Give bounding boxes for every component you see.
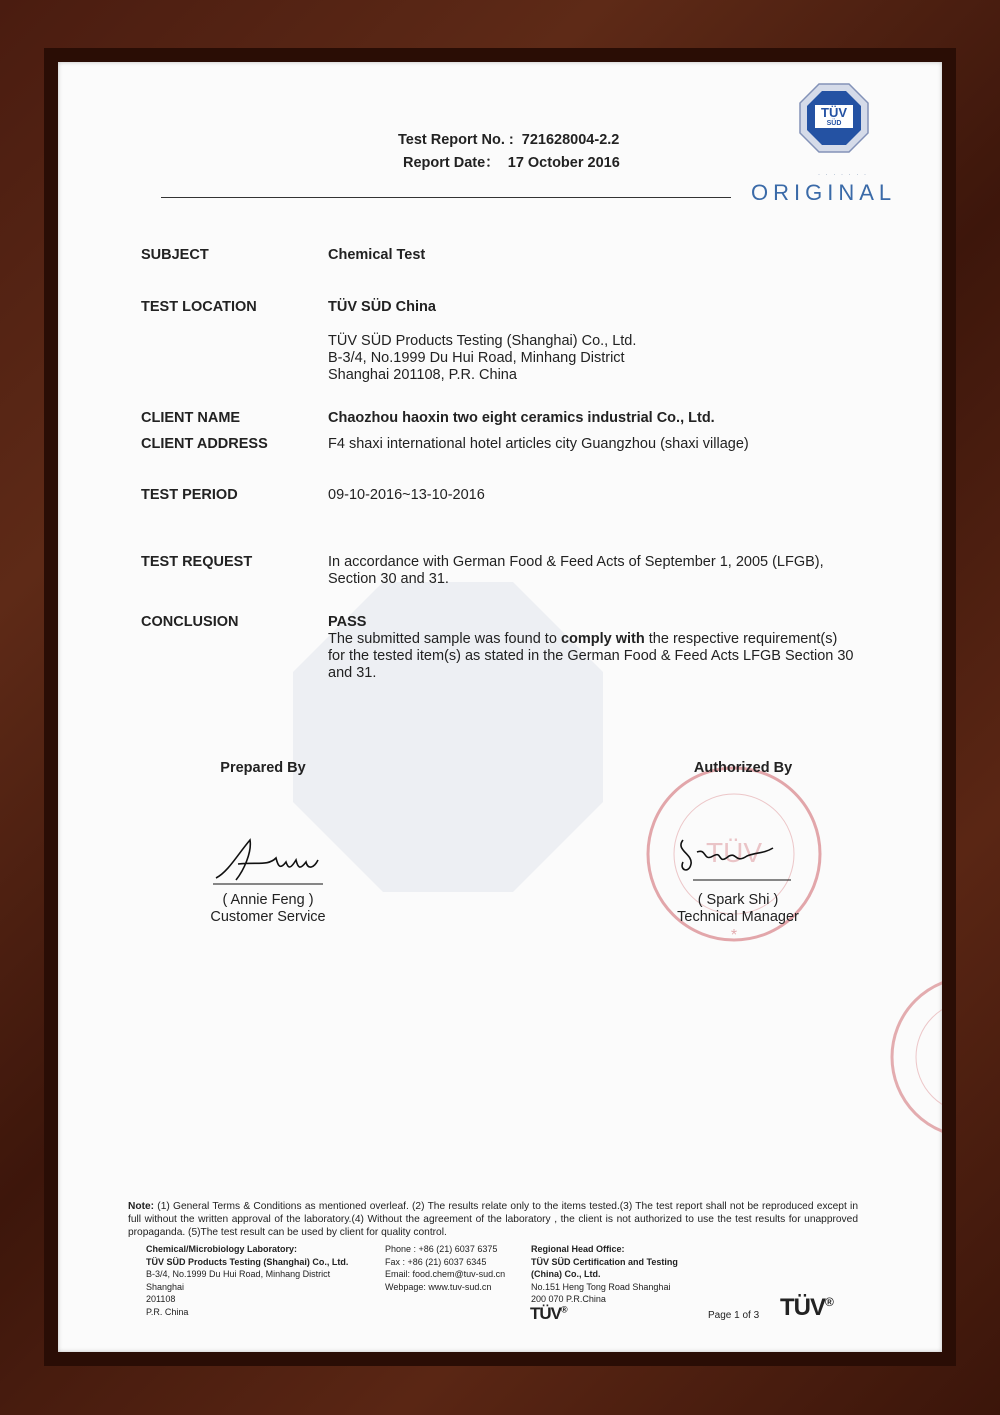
test-period-label: TEST PERIOD (141, 487, 238, 503)
prepared-by-label: Prepared By (220, 760, 306, 776)
footer-lab-block (146, 1243, 348, 1318)
client-address-value: F4 shaxi international hotel articles city Guangzhou (shaxi village) (328, 436, 749, 452)
footer-webpage: Webpage: www.tuv-sud.cn (385, 1281, 492, 1292)
footer-head-title: Regional Head Office: (531, 1244, 625, 1254)
footer-email: Email: food.chem@tuv-sud.cn (385, 1269, 506, 1279)
conclusion-line3: and 31. (328, 665, 377, 681)
conclusion-result: PASS (328, 614, 367, 630)
footer-head-addr2: 200 070 P.R.China (531, 1294, 606, 1304)
lab-address-line1: TÜV SÜD Products Testing (Shanghai) Co., Ltd. (328, 333, 637, 349)
conclusion-line2: for the tested item(s) as stated in the German Food & Feed Acts LFGB Section 30 (328, 648, 854, 664)
report-note: Note: (1) General Terms & Conditions as mentioned overleaf. (2) The results relate only to the items tested.(3) The test report shall not be reproduced except in full without the written approval of the laboratory.(4) Without the agreement of the laboratory , the client is not authorized to use the test results for unapproved propaganda. (5)The test result can be used by client for quality control. (128, 1201, 858, 1238)
footer-tuv-mark-large: TÜV® (780, 1294, 833, 1321)
footer-lab-addr1: B-3/4, No.1999 Du Hui Road, Minhang District (146, 1269, 331, 1279)
svg-text:TÜV: TÜV (706, 837, 762, 868)
conclusion-line1: The submitted sample was found to comply with the respective requirement(s) (328, 631, 838, 647)
page-number: Page 1 of 3 (708, 1310, 760, 1321)
client-address-label: CLIENT ADDRESS (141, 436, 268, 452)
logo-text-sud: SÜD (826, 120, 842, 127)
footer-head-name2: (China) Co., Ltd. (531, 1269, 601, 1279)
partial-seal-icon (880, 967, 942, 1147)
original-stamp: ORIGINAL (751, 180, 897, 205)
test-location-label: TEST LOCATION (141, 299, 257, 315)
spark-shi-signature-icon (673, 830, 793, 885)
client-name-label: CLIENT NAME (141, 410, 241, 426)
original-stamp-small-text: · · · · · · · (818, 172, 868, 178)
test-period-value: 09-10-2016~13-10-2016 (328, 487, 485, 503)
test-request-label: TEST REQUEST (141, 554, 253, 570)
annie-feng-signature-icon (208, 832, 338, 887)
footer-fax: Fax : +86 (21) 6037 6345 (385, 1256, 487, 1267)
authorized-title: Technical Manager (677, 909, 799, 925)
report-number: Test Report No. : 721628004-2.2 (398, 132, 620, 148)
footer-contact-block (385, 1243, 505, 1293)
footer-phone: Phone : +86 (21) 6037 6375 (385, 1244, 498, 1254)
certificate-page (58, 62, 942, 1352)
svg-text:*: * (730, 927, 738, 944)
prepared-name: ( Annie Feng ) (222, 892, 314, 908)
test-request-line2: Section 30 and 31. (328, 571, 449, 587)
authorized-by-label: Authorized By (693, 760, 793, 776)
footer-head-addr1: No.151 Heng Tong Road Shanghai (531, 1281, 671, 1292)
footer-lab-addr3: 201108 (146, 1294, 176, 1304)
footer-lab-name: TÜV SÜD Products Testing (Shanghai) Co., Ltd. (146, 1256, 349, 1267)
footer-tuv-mark-small: TÜV® (530, 1304, 567, 1323)
subject-label: SUBJECT (141, 247, 209, 263)
test-location-value: TÜV SÜD China (328, 299, 436, 315)
header-divider (161, 197, 731, 198)
conclusion-label: CONCLUSION (141, 614, 239, 630)
logo-text-tuv: TÜV (821, 105, 847, 120)
footer-head-office-block (531, 1243, 678, 1306)
test-request-line1: In accordance with German Food & Feed Acts of September 1, 2005 (LFGB), (328, 554, 824, 570)
lab-address-line2: B-3/4, No.1999 Du Hui Road, Minhang District (328, 350, 625, 366)
report-date: Report Date： 17 October 2016 (403, 155, 620, 171)
subject-value: Chemical Test (328, 247, 426, 263)
authorized-name: ( Spark Shi ) (697, 892, 779, 908)
client-name-value: Chaozhou haoxin two eight ceramics industrial Co., Ltd. (328, 410, 715, 426)
footer-lab-addr4: P.R. China (146, 1306, 189, 1317)
footer-head-name1: TÜV SÜD Certification and Testing (531, 1256, 678, 1267)
footer-lab-title: Chemical/Microbiology Laboratory: (146, 1244, 298, 1254)
lab-address-line3: Shanghai 201108, P.R. China (328, 367, 517, 383)
footer-lab-addr2: Shanghai (146, 1281, 185, 1292)
prepared-title: Customer Service (210, 909, 326, 925)
